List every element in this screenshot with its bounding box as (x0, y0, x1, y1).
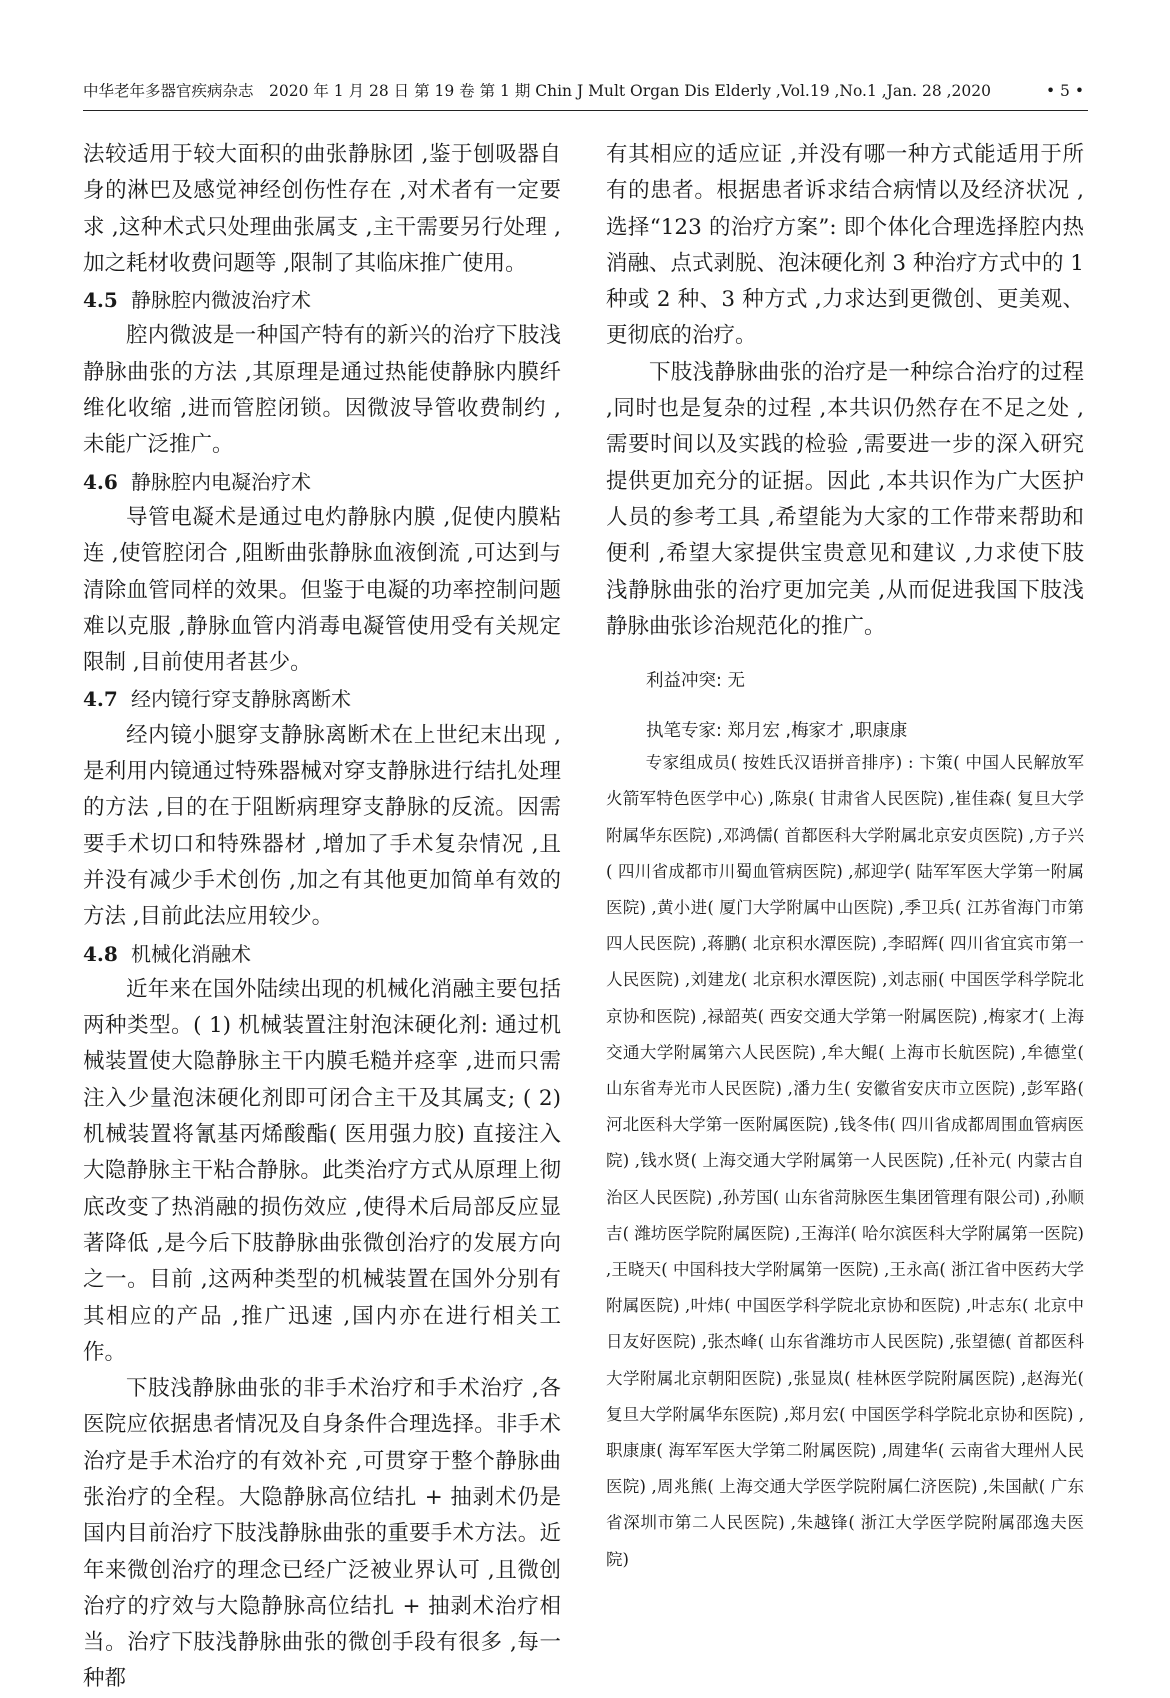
journal-citation: 中华老年多器官疾病杂志 2020 年 1 月 28 日 第 19 卷 第 1 期 Chin J Mult Organ Dis Elderly ,Vol.19 ,No.1 ,Jan. 28 ,2020 (83, 82, 992, 100)
expert-group-list: 专家组成员( 按姓氏汉语拼音排序) : 卞策( 中国人民解放军火箭军特色医学中心) ,陈泉( 甘肃省人民医院) ,崔佳森( 复旦大学附属华东医院) ,邓鸿儒( 首都医科大学附属北京安贞医院) ,方子兴( 四川省成都市川蜀血管病医院) ,郝迎学( 陆军军医大学第一附属医院) ,黄小进( 厦门大学附属中山医院) ,季卫兵( 江苏省海门市第四人民医院) ,蒋鹏( 北京积水潭医院) ,李昭辉( 四川省宜宾市第一人民医院) ,刘建龙( 北京积水潭医院) ,刘志丽( 中国医学科学院北京协和医院) ,禄韶英( 西安交通大学第一附属医院) ,梅家才( 上海交通大学附属第六人民医院) ,牟大鲲( 上海市长航医院) ,牟德堂( 山东省寿光市人民医院) ,潘力生( 安徽省安庆市立医院) ,彭军路( 河北医科大学第一医附属医院) ,钱冬伟( 四川省成都周围血管病医院) ,钱水贤( 上海交通大学附属第一人民医院) ,任补元( 内蒙古自治区人民医院) ,孙芳国( 山东省菏脉医生集团管理有限公司) ,孙顺吉( 潍坊医学院附属医院) ,王海洋( 哈尔滨医科大学附属第一医院) ,王晓天( 中国科技大学附属第一医院) ,王永高( 浙江省中医药大学附属医院) ,叶炜( 中国医学科学院北京协和医院) ,叶志东( 北京中日友好医院) ,张杰峰( 山东省潍坊市人民医院) ,张望德( 首都医科大学附属北京朝阳医院) ,张显岚( 桂林医学院附属医院) ,赵海光( 复旦大学附属华东医院) ,郑月宏( 中国医学科学院北京协和医院) ,职康康( 海军军医大学第二附属医院) ,周建华( 云南省大理州人民医院) ,周兆熊( 上海交通大学医学院附属仁济医院) ,朱国献( 广东省深圳市第二人民医院) ,朱越锋( 浙江大学医学院附属邵逸夫医院) (606, 753, 1084, 1569)
section-heading-4-7 (83, 681, 561, 717)
paragraph-continued: 有其相应的适应证 ,并没有哪一种方式能适用于所有的患者。根据患者诉求结合病情以及经济状况 ,选择“123 的治疗方案”: 即个体化合理选择腔内热消融、点式剥脱、泡沫硬化剂 3 种治疗方式中的 1 种或 2 种、3 种方式 ,力求达到更微创、更美观、更彻底的治疗。 (606, 142, 1084, 349)
section-title: 静脉腔内微波治疗术 (131, 288, 311, 313)
section-number: 4.7 (83, 687, 118, 712)
section-heading-4-6 (83, 464, 561, 500)
paragraph-endoscopic: 经内镜小腿穿支静脉离断术在上世纪末出现 ,是利用内镜通过特殊器械对穿支静脉进行结扎处理的方法 ,目的在于阻断病理穿支静脉的反流。因需要手术切口和特殊器材 ,增加了手术复杂情况 ,且并没有减少手术创伤 ,加之有其他更加简单有效的方法 ,目前此法应用较少。 (83, 722, 561, 930)
paragraph-continued: 法较适用于较大面积的曲张静脉团 ,鉴于刨吸器自身的淋巴及感觉神经创伤性存在 ,对术者有一定要求 ,这种术式只处理曲张属支 ,主干需要另行处理 ,加之耗材收费问题等 ,限制了其临床推广使用。 (83, 142, 561, 276)
paragraph-mechanical-ablation: 近年来在国外陆续出现的机械化消融主要包括两种类型。( 1) 机械装置注射泡沫硬化剂: 通过机械装置使大隐静脉主干内膜毛糙并痉挛 ,进而只需注入少量泡沫硬化剂即可闭合主干及其属支; ( 2) 机械装置将氰基丙烯酸酯( 医用强力胶) 直接注入大隐静脉主干粘合静脉。此类治疗方式从原理上彻底改变了热消融的损伤效应 ,使得术后局部反应显著降低 ,是今后下肢静脉曲张微创治疗的发展方向之一。目前 ,这两种类型的机械装置在国外分别有其相应的产品 ,推广迅速 ,国内亦在进行相关工作。 (83, 976, 561, 1365)
section-number: 4.8 (83, 941, 118, 966)
right-column (606, 137, 1084, 1578)
conflict-of-interest: 利益冲突: 无 (646, 671, 745, 692)
section-title: 机械化消融术 (131, 941, 251, 966)
running-header (83, 80, 1088, 111)
section-title: 经内镜行穿支静脉离断术 (131, 687, 351, 712)
paragraph-electrocoagulation: 导管电凝术是通过电灼静脉内膜 ,促使内膜粘连 ,使管腔闭合 ,阻断曲张静脉血液倒流 ,可达到与清除血管同样的效果。但鉴于电凝的功率控制问题难以克服 ,静脉血管内消毒电凝管使用受有关规定限制 ,目前使用者甚少。 (83, 504, 561, 676)
paragraph-conclusion: 下肢浅静脉曲张的治疗是一种综合治疗的过程 ,同时也是复杂的过程 ,本共识仍然存在不足之处 ,需要时间以及实践的检验 ,需要进一步的深入研究提供更加充分的证据。因此 ,本共识作为广大医护人员的参考工具 ,希望能为大家的工作带来帮助和便利 ,希望大家提供宝贵意见和建议 ,力求使下肢浅静脉曲张的治疗更加完美 ,从而促进我国下肢浅静脉曲张诊治规范化的推广。 (606, 359, 1084, 639)
paragraph-summary: 下肢浅静脉曲张的非手术治疗和手术治疗 ,各医院应依据患者情况及自身条件合理选择。非手术治疗是手术治疗的有效补充 ,可贯穿于整个静脉曲张治疗的全程。大隐静脉高位结扎 + 抽剥术仍是国内目前治疗下肢浅静脉曲张的重要手术方法。近年来微创治疗的理念已经广泛被业界认可 ,且微创治疗的疗效与大隐静脉高位结扎 + 抽剥术治疗相当。治疗下肢浅静脉曲张的微创手段有很多 ,每一种都 (83, 1376, 561, 1692)
paragraph-microwave: 腔内微波是一种国产特有的新兴的治疗下肢浅静脉曲张的方法 ,其原理是通过热能使静脉内膜纤维化收缩 ,进而管腔闭锁。因微波导管收费制约 ,未能广泛推广。 (83, 323, 561, 458)
section-number: 4.6 (83, 469, 118, 494)
page-number: • 5 • (1045, 82, 1084, 100)
left-column (83, 137, 561, 1698)
writing-experts: 执笔专家: 郑月宏 ,梅家才 ,职康康 (646, 721, 908, 742)
section-number: 4.5 (83, 288, 118, 313)
section-title: 静脉腔内电凝治疗术 (131, 469, 311, 494)
section-heading-4-8 (83, 936, 561, 972)
section-heading-4-5 (83, 282, 561, 318)
